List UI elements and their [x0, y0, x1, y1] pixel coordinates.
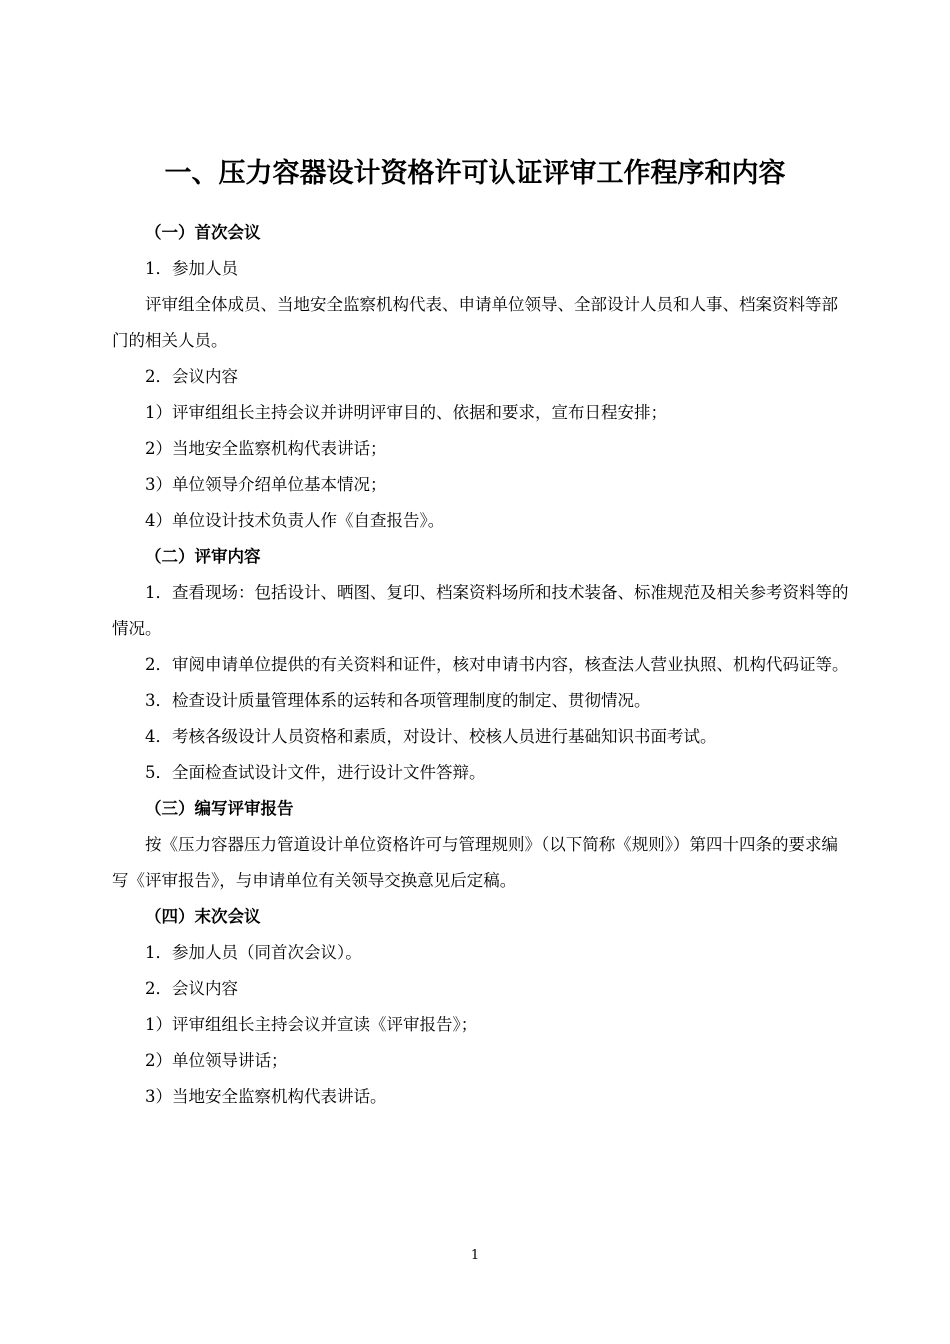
section-heading: （一）首次会议: [145, 223, 261, 242]
paragraph: 2）当地安全监察机构代表讲话；: [145, 439, 387, 458]
section-heading: （四）末次会议: [145, 907, 261, 926]
paragraph: 5．全面检查试设计文件，进行设计文件答辩。: [145, 763, 486, 782]
section-heading: （二）评审内容: [145, 547, 261, 566]
paragraph: 2．审阅申请单位提供的有关资料和证件，核对申请书内容，核查法人营业执照、机构代码证等。: [145, 655, 849, 674]
paragraph: 1）评审组组长主持会议并讲明评审目的、依据和要求，宣布日程安排；: [145, 403, 667, 422]
paragraph: 1．参加人员（同首次会议）。: [145, 943, 362, 962]
paragraph: 评审组全体成员、当地安全监察机构代表、申请单位领导、全部设计人员和人事、档案资料等部门的相关人员。: [112, 295, 838, 350]
document-body: [112, 215, 852, 1115]
paragraph: 1．参加人员: [145, 259, 238, 278]
paragraph: 4．考核各级设计人员资格和素质，对设计、校核人员进行基础知识书面考试。: [145, 727, 717, 746]
paragraph: 2）单位领导讲话；: [145, 1051, 288, 1070]
page-number: 1: [470, 1248, 480, 1263]
paragraph: 1）评审组组长主持会议并宣读《评审报告》；: [145, 1015, 478, 1034]
paragraph: 1．查看现场：包括设计、晒图、复印、档案资料场所和技术装备、标准规范及相关参考资料等的情况。: [112, 583, 849, 638]
paragraph: 3．检查设计质量管理体系的运转和各项管理制度的制定、贯彻情况。: [145, 691, 651, 710]
paragraph: 3）当地安全监察机构代表讲话。: [145, 1087, 387, 1106]
paragraph: 按《压力容器压力管道设计单位资格许可与管理规则》（以下简称《规则》）第四十四条的要求编写《评审报告》，与申请单位有关领导交换意见后定稿。: [112, 835, 838, 890]
paragraph: 2．会议内容: [145, 979, 238, 998]
paragraph: 3）单位领导介绍单位基本情况；: [145, 475, 387, 494]
paragraph: 4）单位设计技术负责人作《自查报告》。: [145, 511, 445, 530]
page-title: 一、压力容器设计资格许可认证评审工作程序和内容: [164, 158, 786, 189]
section-heading: （三）编写评审报告: [145, 799, 294, 818]
paragraph: 2．会议内容: [145, 367, 238, 386]
